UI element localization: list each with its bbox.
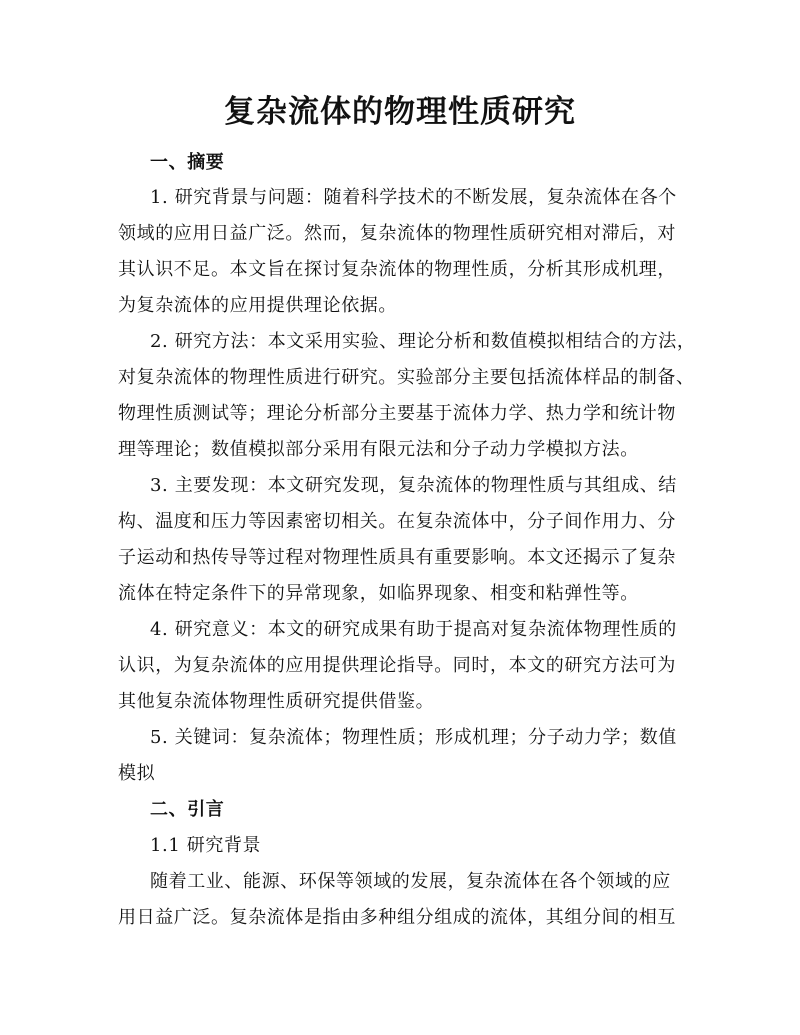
paragraph-line: 物理性质测试等；理论分析部分主要基于流体力学、热力学和统计物 bbox=[118, 403, 676, 424]
paragraph-line: 3. 主要发现：本文研究发现，复杂流体的物理性质与其组成、结 bbox=[150, 475, 677, 496]
paragraph-line: 1. 研究背景与问题：随着科学技术的不断发展，复杂流体在各个 bbox=[150, 187, 677, 208]
subsection-heading: 1.1 研究背景 bbox=[150, 835, 262, 856]
paragraph-line: 模拟 bbox=[118, 763, 156, 784]
paragraph-line: 2. 研究方法：本文采用实验、理论分析和数值模拟相结合的方法， bbox=[150, 331, 696, 352]
paragraph-line: 4. 研究意义：本文的研究成果有助于提高对复杂流体物理性质的 bbox=[150, 619, 677, 640]
paragraph-line: 领域的应用日益广泛。然而，复杂流体的物理性质研究相对滞后，对 bbox=[118, 223, 676, 244]
paragraph-line: 构、温度和压力等因素密切相关。在复杂流体中，分子间作用力、分 bbox=[118, 511, 676, 532]
paragraph-line: 为复杂流体的应用提供理论依据。 bbox=[118, 295, 397, 316]
paragraph-line: 其认识不足。本文旨在探讨复杂流体的物理性质，分析其形成机理， bbox=[118, 259, 676, 280]
paragraph-line: 随着工业、能源、环保等领域的发展，复杂流体在各个领域的应 bbox=[150, 871, 671, 892]
paragraph-line: 5. 关键词：复杂流体；物理性质；形成机理；分子动力学；数值 bbox=[150, 727, 677, 748]
document-title: 复杂流体的物理性质研究 bbox=[224, 94, 576, 130]
paragraph-line: 认识，为复杂流体的应用提供理论指导。同时，本文的研究方法可为 bbox=[118, 655, 676, 676]
paragraph-line: 理等理论；数值模拟部分采用有限元法和分子动力学模拟方法。 bbox=[118, 439, 639, 460]
paragraph-line: 其他复杂流体物理性质研究提供借鉴。 bbox=[118, 691, 435, 712]
paragraph-line: 子运动和热传导等过程对物理性质具有重要影响。本文还揭示了复杂 bbox=[118, 547, 676, 568]
section-heading-abstract: 一、摘要 bbox=[150, 152, 225, 173]
section-heading-introduction: 二、引言 bbox=[150, 799, 225, 820]
paragraph-line: 对复杂流体的物理性质进行研究。实验部分主要包括流体样品的制备、 bbox=[118, 367, 695, 388]
paragraph-line: 流体在特定条件下的异常现象，如临界现象、相变和粘弹性等。 bbox=[118, 583, 639, 604]
paragraph-line: 用日益广泛。复杂流体是指由多种组分组成的流体，其组分间的相互 bbox=[118, 907, 676, 928]
